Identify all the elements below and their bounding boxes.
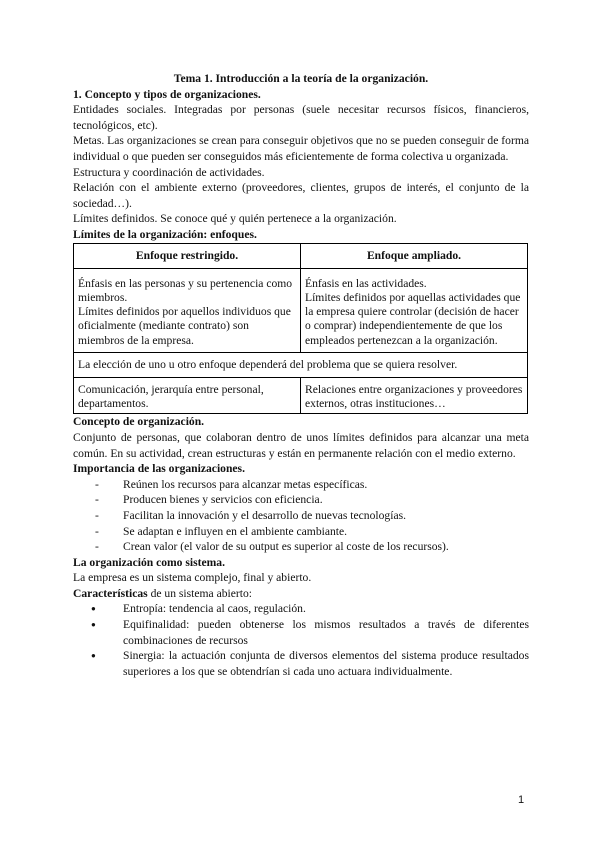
concept-text: Conjunto de personas, que colaboran dentro de unos límites definidos para alcanzar una meta común. En su actividad, crean estructuras y están en permanente relación con el medio externo. <box>73 430 529 460</box>
cell-restricted-scope: Comunicación, jerarquía entre personal, departamentos. <box>74 377 301 413</box>
page-number: 1 <box>518 794 525 806</box>
system-text: La empresa es un sistema complejo, final y abierto. <box>73 571 312 585</box>
approaches-table <box>73 243 528 415</box>
cell-restricted-description <box>74 268 301 352</box>
list-item: - Producen bienes y servicios con eficiencia. <box>73 492 529 508</box>
paragraph-structure: Estructura y coordinación de actividades. <box>73 165 265 179</box>
importance-list <box>73 477 529 555</box>
paragraph-goals: Metas. Las organizaciones se crean para conseguir objetivos que no se pueden conseguir de forma individual o que pueden ser conseguidos más eficientemente de forma colectiva u organizada. <box>73 134 529 163</box>
cell-text: Énfasis en las personas y su pertenencia como miembros. Límites definidos por aquellos individuos que oficialmente (mediante contrato) son miembros de la empresa. <box>78 276 293 347</box>
importance-heading: Importancia de las organizaciones. <box>73 462 245 476</box>
cell-extended-description <box>301 268 528 352</box>
cell-text: Énfasis en las actividades. Límites definidos por aquellas actividades que la empresa quiere controlar (decisión de hacer o comprar) independientemente de que los empleados pertenezcan a la organización. <box>305 276 521 347</box>
characteristics-line <box>73 586 529 602</box>
concept-heading: Concepto de organización. <box>73 415 205 429</box>
header-restricted: Enfoque restringido. <box>74 243 301 268</box>
table-header-row <box>74 243 528 268</box>
list-item: - Reúnen los recursos para alcanzar metas específicas. <box>73 477 529 493</box>
paragraph-entities: Entidades sociales. Integradas por personas (suele necesitar recursos físicos, financieros, tecnológicos, etc). <box>73 103 529 132</box>
characteristics-list <box>73 601 529 679</box>
list-item: - Se adaptan e influyen en el ambiente cambiante. <box>73 524 529 540</box>
list-item: ● Sinergia: la actuación conjunta de diversos elementos del sistema produce resultados superiores a los que se obtendrían si cada uno actuara individualmente. <box>73 648 529 679</box>
document-title: Tema 1. Introducción a la teoría de la organización. <box>173 72 429 85</box>
section-heading: 1. Concepto y tipos de organizaciones. <box>73 87 261 101</box>
cell-choice: La elección de uno u otro enfoque dependerá del problema que se quiera resolver. <box>74 352 528 377</box>
characteristics-rest: de un sistema abierto: <box>147 586 253 600</box>
characteristics-lead: Características <box>73 586 148 600</box>
table-row <box>74 352 528 377</box>
list-item: ● Entropía: tendencia al caos, regulación. <box>73 601 529 617</box>
list-item: - Facilitan la innovación y el desarrollo de nuevas tecnologías. <box>73 508 529 524</box>
header-extended: Enfoque ampliado. <box>301 243 528 268</box>
cell-extended-scope: Relaciones entre organizaciones y proveedores externos, otras instituciones… <box>301 377 528 413</box>
list-item: ● Equifinalidad: pueden obtenerse los mismos resultados a través de diferentes combinaciones de recursos <box>73 617 529 648</box>
paragraph-environment: Relación con el ambiente externo (proveedores, clientes, grupos de interés, el conjunto de la sociedad…). <box>73 181 529 210</box>
paragraph-limits: Límites definidos. Se conoce qué y quién pertenece a la organización. <box>73 212 397 226</box>
list-item: - Crean valor (el valor de su output es superior al coste de los recursos). <box>73 539 529 555</box>
system-heading: La organización como sistema. <box>73 555 225 569</box>
table-row <box>74 268 528 352</box>
table-row <box>74 377 528 413</box>
limits-heading: Límites de la organización: enfoques. <box>73 227 257 241</box>
page-content <box>73 71 529 679</box>
